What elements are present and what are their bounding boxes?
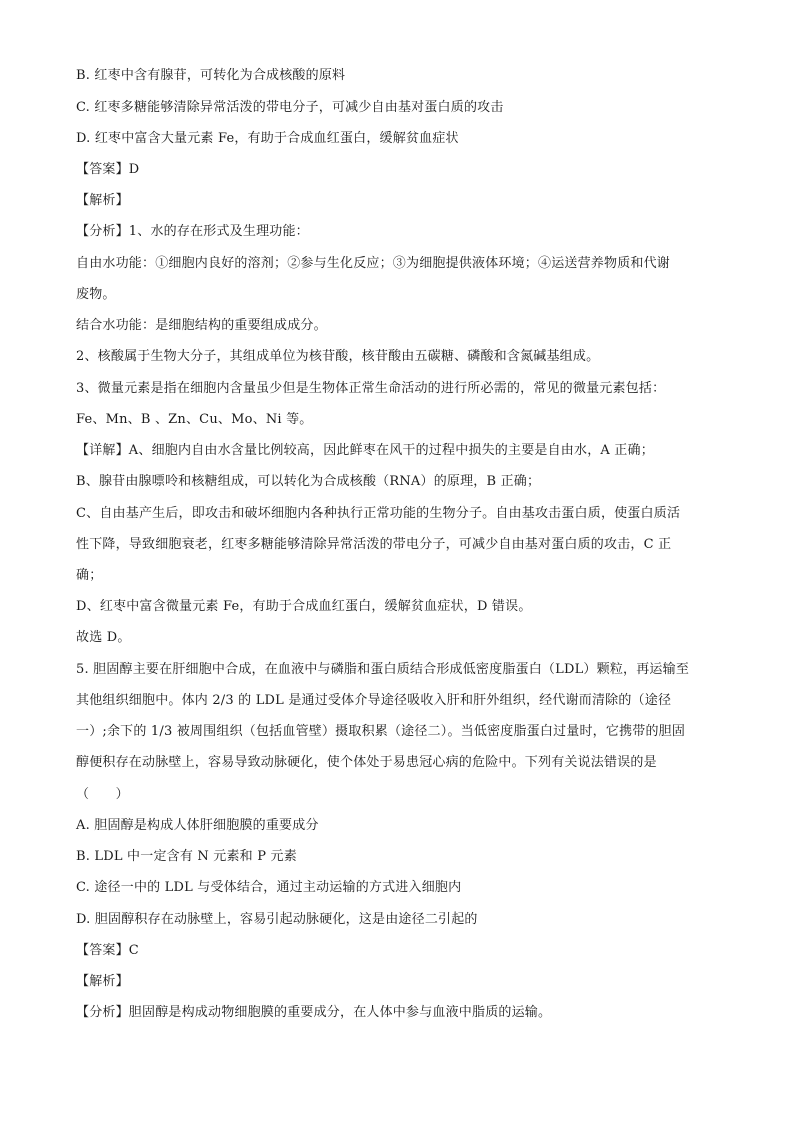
q5-option-b: B. LDL 中一定含有 N 元素和 P 元素 [76,849,297,864]
q5-stem-line-3: 一）;余下的 1/3 被周围组织（包括血管壁）摄取积累（途径二）。当低密度脂蛋白过量时，它携带的胆固 [76,724,686,739]
q5-stem-line-4: 醇便积存在动脉壁上，容易导致动脉硬化，使个体处于易患冠心病的危险中。下列有关说法错误的是 [76,755,657,770]
q5-stem-line-1: 5. 胆固醇主要在肝细胞中合成，在血液中与磷脂和蛋白质结合形成低密度脂蛋白（LDL）颗粒，再运输至 [76,662,690,677]
q4-detail-c-line-3: 确； [76,568,103,583]
q4-detail-c-line-2: 性下降，导致细胞衰老，红枣多糖能够清除异常活泼的带电分子，可减少自由基对蛋白质的攻击，C 正 [76,537,672,552]
q4-option-b: B. 红枣中含有腺苷，可转化为合成核酸的原料 [76,68,346,83]
q4-free-water-line-1: 自由水功能：①细胞内良好的溶剂；②参与生化反应；③为细胞提供液体环境；④运送营养物质和代谢 [76,256,671,271]
q5-analysis-point-1: 【分析】胆固醇是构成动物细胞膜的重要成分，在人体中参与血液中脂质的运输。 [76,1005,552,1020]
q4-analysis-point-3-line-2: Fe、Mn、B 、Zn、Cu、Mo、Ni 等。 [76,412,313,427]
q4-detail-d: D、红枣中富含微量元素 Fe，有助于合成血红蛋白，缓解贫血症状，D 错误。 [76,599,532,614]
q4-option-d: D. 红枣中富含大量元素 Fe，有助于合成血红蛋白，缓解贫血症状 [76,131,459,146]
q4-bound-water: 结合水功能：是细胞结构的重要组成成分。 [76,318,327,333]
q5-stem-line-2: 其他组织细胞中。体内 2/3 的 LDL 是通过受体介导途径吸收入肝和肝外组织，经代谢而清除的（途径 [76,693,672,708]
q4-detail-b: B、腺苷由腺嘌呤和核糖组成，可以转化为合成核酸（RNA）的原理，B 正确； [76,474,541,489]
q4-choose: 故选 D。 [76,630,131,645]
q4-analysis-heading: 【解析】 [76,193,129,208]
q4-detail-a: 【详解】A、细胞内自由水含量比例较高，因此鲜枣在风干的过程中损失的主要是自由水，A 正确； [76,443,654,458]
q5-analysis-heading: 【解析】 [76,974,129,989]
q5-option-c: C. 途径一中的 LDL 与受体结合，通过主动运输的方式进入细胞内 [76,880,462,895]
q5-stem-line-5: （ ） [76,787,129,802]
q4-detail-c-line-1: C、自由基产生后，即攻击和破坏细胞内各种执行正常功能的生物分子。自由基攻击蛋白质，使蛋白质活 [76,506,681,521]
q5-answer: 【答案】C [76,943,139,958]
q4-analysis-point-2: 2、核酸属于生物大分子，其组成单位为核苷酸，核苷酸由五碳糖、磷酸和含氮碱基组成。 [76,349,600,364]
q4-analysis-point-1: 【分析】1、水的存在形式及生理功能： [76,224,309,239]
q4-answer: 【答案】D [76,162,140,177]
q4-option-c: C. 红枣多糖能够清除异常活泼的带电分子，可减少自由基对蛋白质的攻击 [76,100,504,115]
q5-option-a: A. 胆固醇是构成人体肝细胞膜的重要成分 [76,818,319,833]
q5-option-d: D. 胆固醇积存在动脉壁上，容易引起动脉硬化，这是由途径二引起的 [76,912,478,927]
q4-free-water-line-2: 废物。 [76,287,116,302]
q4-analysis-point-3-line-1: 3、微量元素是指在细胞内含量虽少但是生物体正常生命活动的进行所必需的，常见的微量元素包括： [76,381,666,396]
